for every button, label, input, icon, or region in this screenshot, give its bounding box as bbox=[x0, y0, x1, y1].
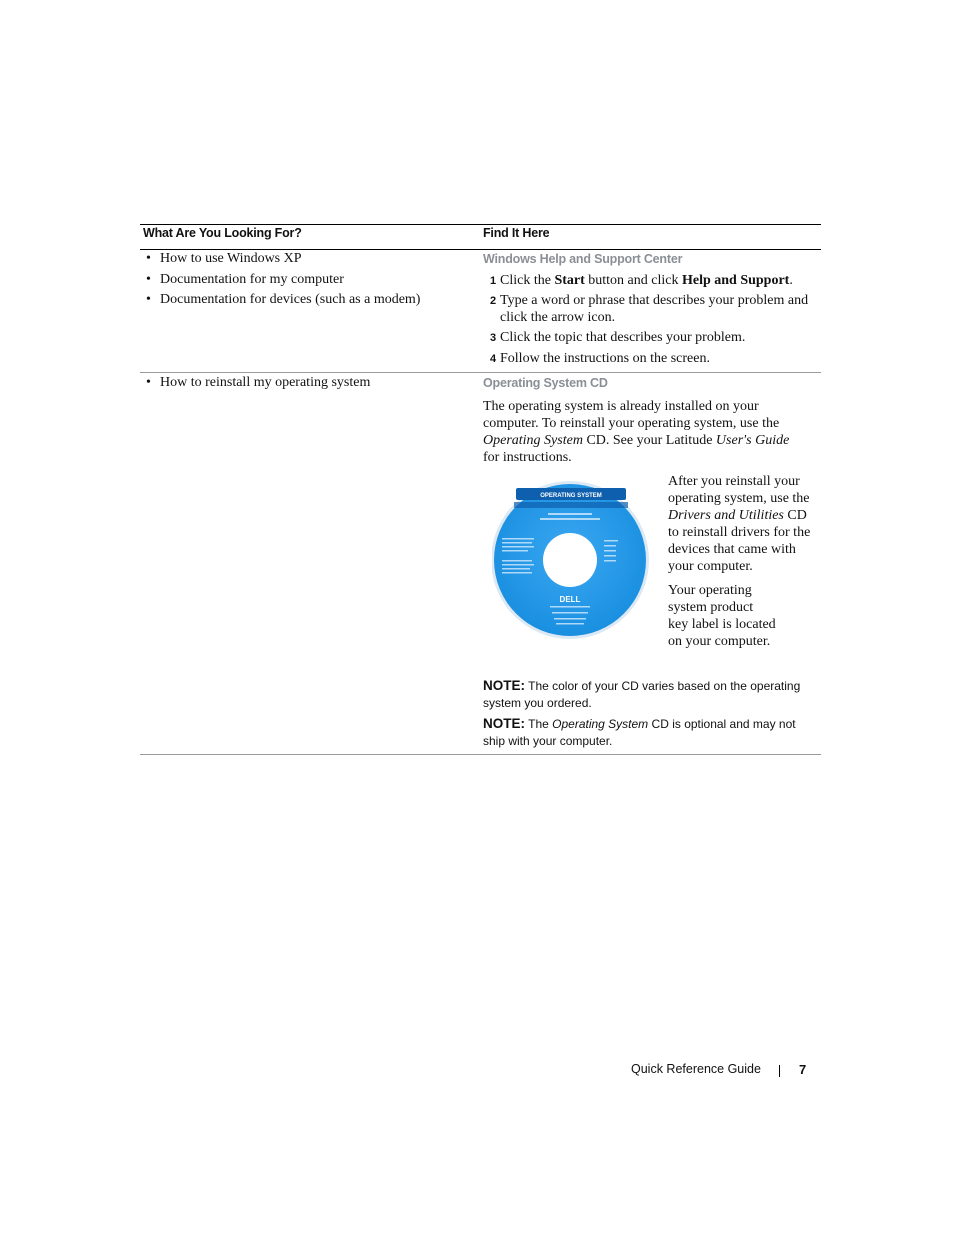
note-cd-color: NOTE: The color of your CD varies based on the operating system you ordered. bbox=[483, 678, 801, 710]
bullet-item: • How to use Windows XP bbox=[146, 251, 302, 266]
step-4: 4 Follow the instructions on the screen. bbox=[490, 351, 710, 366]
os-cd-intro: The operating system is already installed on your computer. To reinstall your operating system, use the Operating System CD. See your Latitude User's Guide for instructions. bbox=[483, 399, 790, 465]
step-2: 2 Type a word or phrase that describes your problem and click the arrow icon. bbox=[490, 293, 809, 325]
footer-separator bbox=[779, 1065, 780, 1077]
cd-banner-text: OPERATING SYSTEM bbox=[540, 493, 602, 499]
table-top-rule bbox=[140, 224, 821, 225]
note-cd-optional: NOTE: The Operating System CD is optional and may not ship with your computer. bbox=[483, 716, 796, 748]
operating-system-cd-image bbox=[492, 480, 652, 640]
product-key-text: Your operating system product key label is located on your computer. bbox=[668, 583, 776, 649]
bullet-item: • How to reinstall my operating system bbox=[146, 375, 371, 390]
bullet-item: • Documentation for my computer bbox=[146, 272, 344, 287]
footer-title: Quick Reference Guide bbox=[631, 1062, 761, 1076]
table-bottom-rule bbox=[140, 754, 821, 755]
page-number: 7 bbox=[799, 1062, 807, 1077]
section-title-help-center: Windows Help and Support Center bbox=[483, 252, 683, 266]
column-header-looking-for: What Are You Looking For? bbox=[143, 226, 302, 240]
cd-center-hole bbox=[543, 533, 597, 587]
column-header-find-it-here: Find It Here bbox=[483, 226, 550, 240]
section-title-os-cd: Operating System CD bbox=[483, 376, 608, 390]
step-3: 3 Click the topic that describes your problem. bbox=[490, 330, 746, 345]
step-1: 1 Click the Start button and click Help and Support. bbox=[490, 273, 793, 288]
reinstall-drivers-text: After you reinstall your operating system, use the Drivers and Utilities CD to reinstall drivers for the devices that came with your computer. bbox=[668, 474, 811, 574]
bullet-item: • Documentation for devices (such as a modem) bbox=[146, 292, 421, 307]
page-footer bbox=[631, 1062, 807, 1077]
cd-subbanner bbox=[514, 502, 628, 508]
dell-logo: DELL bbox=[559, 595, 581, 604]
